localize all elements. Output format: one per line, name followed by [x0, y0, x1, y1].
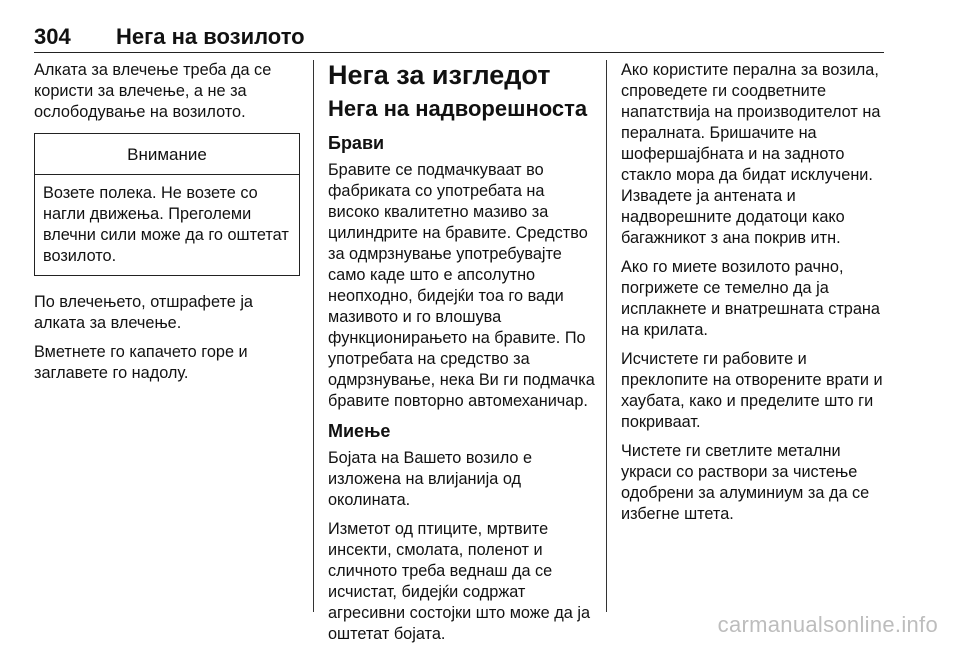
paragraph-hand-wash: Ако го миете возилото рачно, погрижете се темелно да ја исплакнете и внатрешната страна на крилата.: [621, 258, 880, 339]
heading-exterior-care: Нега на надворешноста: [328, 96, 588, 121]
warning-box: [34, 133, 300, 276]
paragraph-locks: Бравите се подмачкуваат во фабриката со употребата на високо квалитетно мазиво за цилиндрите на бравите. Средство за одмрзнување употребувајте само каде што е апсолутно неопходно, бидејќи тоа го вади мазивото и го влошува функционирањето на бравите. По употребата на средство за одмрзнување, нека Ви ги подмачка бравите повторно автомеханичар.: [328, 161, 595, 410]
column-2: [328, 60, 596, 653]
paragraph-after-towing: По влечењето, отшрафете ја алката за влечење.: [34, 293, 253, 332]
warning-title: Внимание: [35, 134, 299, 175]
paragraph-car-wash: Ако користите перална за возила, спроведете ги соодветните напатствија на производителот на пералната. Бришачите на шофершајбната и на задното стакло мора да бидат исклучени. Извадете ја антената и надворешните додатоци како багажникот з ана покрив итн.: [621, 61, 881, 247]
paragraph-metal-trim: Чистете ги светлите метални украси со раствори за чистење одобрени за алуминиум за да се избегне штета.: [621, 442, 870, 523]
warning-body: Возете полека. Не возете со нагли движења. Преголеми влечни сили може да го оштетат возилото.: [43, 184, 289, 265]
heading-appearance-care: Нега за изгледот: [328, 60, 551, 90]
column-divider-2: [606, 60, 607, 612]
paragraph-insert-cap: Вметнете го капачето горе и заглавете го надолу.: [34, 343, 248, 382]
column-divider-1: [313, 60, 314, 612]
page-header: [34, 22, 884, 53]
paragraph-towing-eye: Алката за влечење треба да се користи за влечење, а не за ослободување на возилото.: [34, 61, 272, 121]
column-1: [34, 60, 300, 392]
page-number: 304: [34, 24, 71, 49]
heading-locks: Брави: [328, 133, 385, 153]
section-title: Нега на возилото: [116, 24, 305, 49]
column-3: [621, 60, 891, 533]
paragraph-door-edges: Исчистете ги рабовите и преклопите на отворените врати и хаубата, како и пределите што ги покриваат.: [621, 350, 883, 431]
paragraph-paint: Бојата на Вашето возило е изложена на влијанија од околината.: [328, 449, 533, 509]
heading-washing: Миење: [328, 421, 391, 441]
paragraph-bird-droppings: Изметот од птиците, мртвите инсекти, смолата, поленот и сличното треба веднаш да се исчистат, бидејќи содржат агресивни состојки што може да ја оштетат бојата.: [328, 520, 591, 643]
watermark: carmanualsonline.info: [717, 612, 938, 637]
